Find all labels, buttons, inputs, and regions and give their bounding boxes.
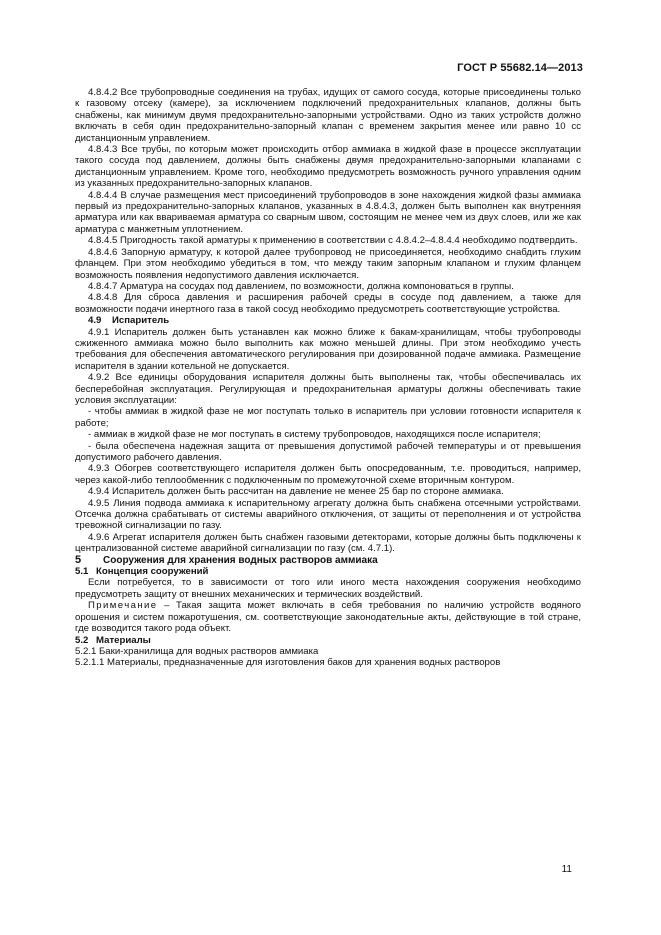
document-body xyxy=(75,87,581,669)
page-number: 11 xyxy=(561,864,572,875)
heading-4-9-number: 4.9 xyxy=(88,315,102,327)
para-4-8-4-6: 4.8.4.6 Запорную арматуру, к которой далее трубопровод не присоединяется, необходимо снабдить глухим фланцем. При этом необходимо убедиться в том, что между таким запорным клапаном и глухим фланцем возможность появления недопустимого давления исключается. xyxy=(75,246,581,281)
para-5-2-1: 5.2.1 Баки-хранилища для водных растворов аммиака xyxy=(75,645,319,657)
para-4-9-4: 4.9.4 Испаритель должен быть рассчитан на давление не менее 25 бар по стороне аммиака. xyxy=(88,486,504,498)
list-item-4-9-2-b: - аммиак в жидкой фазе не мог поступать в систему трубопроводов, находящихся после испарителя; xyxy=(88,429,541,441)
heading-5-1-number: 5.1 xyxy=(75,566,89,578)
para-4-8-4-4: 4.8.4.4 В случае размещения мест присоединений трубопроводов в зоне нахождения жидкой фазы аммиака первый из предохранительно-запорных клапанов, указанных в 4.8.4.3, должен быть выполнен как внутренняя арматура или как ввариваемая арматура со сварным швом, состоящим не менее чем из двух слоев, или же как арматура с манжетным уплотнением. xyxy=(75,189,581,235)
document-code: ГОСТ Р 55682.14—2013 xyxy=(457,62,583,74)
para-4-8-4-2: 4.8.4.2 Все трубопроводные соединения на трубах, идущих от самого сосуда, которые присоединены только к газовому отсеку (камере), за исключением подключений предохранительных клапанов, должны быть снабжены, как минимум двумя предохранительно-запорными устройствами. Одно из таких устройств должно включать в себя один предохранительно-запорный клапан с временем закрытия менее или равно 10 сс дистанционным управлением. xyxy=(75,87,581,144)
para-5-2-1-1: 5.2.1.1 Материалы, предназначенные для изготовления баков для хранения водных растворов xyxy=(75,657,501,669)
para-5-1: Если потребуется, то в зависимости от того или иного места нахождения сооружения необходимо предусмотреть защиту от внешних механических и термических воздействий. xyxy=(75,577,581,600)
note-label: Примечание xyxy=(88,600,158,612)
note xyxy=(75,600,581,634)
list-item-4-9-2-a: - чтобы аммиак в жидкой фазе не мог поступать только в испаритель при условии готовности испарителя к работе; xyxy=(75,406,581,429)
heading-5-1 xyxy=(75,566,581,577)
section-5-title: Сооружения для хранения водных растворов аммиака xyxy=(103,554,378,566)
para-4-9-6: 4.9.6 Агрегат испарителя должен быть снабжен газовыми детекторами, которые должны быть подключены к централизованной системе аварийной сигнализации по газу (см. 4.7.1). xyxy=(75,531,581,555)
section-5-number: 5 xyxy=(75,553,82,566)
note-text: – Такая защита может включать в себя требования по наличию устройств водяного орошения и систем пожаротушения, см. соответствующие законодательные акты, действующие в той стране, где возводится такого рода объект. xyxy=(75,600,581,635)
para-4-9-1: 4.9.1 Испаритель должен быть устанавлен как можно ближе к бакам-хранилищам, чтобы трубопроводы сжиженного аммиака можно было выполнить как можно меньшей длины. При этом необходимо учесть требования для обеспечения автоматического регулирования при дозированной подаче аммиака. Размещение испарителя в здании котельной не допускается. xyxy=(75,326,581,372)
para-4-8-4-8: 4.8.4.8 Для сброса давления и расширения рабочей среды в сосуде под давлением, а также для возможности подачи инертного газа в такой сосуд необходимо предусмотреть соответствующие устройства. xyxy=(75,292,581,315)
heading-5-2-number: 5.2 xyxy=(75,634,89,646)
para-4-9-2: 4.9.2 Все единицы оборудования испарителя должны быть выполнены так, чтобы обеспечивалась их бесперебойная эксплуатация. Регулирующая и предохранительная арматуры должны обеспечивать такие условия эксплуатации: xyxy=(75,372,581,406)
heading-5-1-title: Концепция сооружений xyxy=(96,566,209,578)
para-4-8-4-3: 4.8.4.3 Все трубы, по которым может происходить отбор аммиака в жидкой фазе в процессе эксплуатации такого сосуда под давлением, должны быть снабжены двумя предохранительно-запорными клапанами с дистанционным управлением. Кроме того, необходимо предусмотреть возможность ручного управления одним из указанных предохранительно-запорных клапанов. xyxy=(75,144,581,190)
para-4-8-4-7: 4.8.4.7 Арматура на сосудах под давлением, по возможности, должна компоноваться в группы. xyxy=(88,280,514,292)
heading-4-9 xyxy=(75,315,581,326)
list-item-4-9-2-c: - была обеспечена надежная защита от превышения допустимой рабочей температуры и от превышения допустимого рабочего давления. xyxy=(75,440,581,463)
section-5-heading xyxy=(75,555,581,566)
para-4-8-4-5: 4.8.4.5 Пригодность такой арматуры к применению в соответствии с 4.8.4.2–4.8.4.4 необходимо подтвердить. xyxy=(88,235,578,247)
para-4-9-5: 4.9.5 Линия подвода аммиака к испарительному агрегату должна быть снабжена отсечными устройствами. Отсечка должна срабатывать от системы аварийного отключения, от защиты от переполнения и от устройства тревожной сигнализации по газу. xyxy=(75,497,581,532)
heading-5-2-title: Материалы xyxy=(96,634,151,646)
heading-4-9-title: Испаритель xyxy=(112,315,170,327)
heading-5-2 xyxy=(75,635,581,646)
para-4-9-3: 4.9.3 Обогрев соответствующего испарителя должен быть опосредованным, т.е. проводиться, например, через какой-либо теплообменник с подключенным по промежуточной схеме вторичным контуром. xyxy=(75,463,581,486)
